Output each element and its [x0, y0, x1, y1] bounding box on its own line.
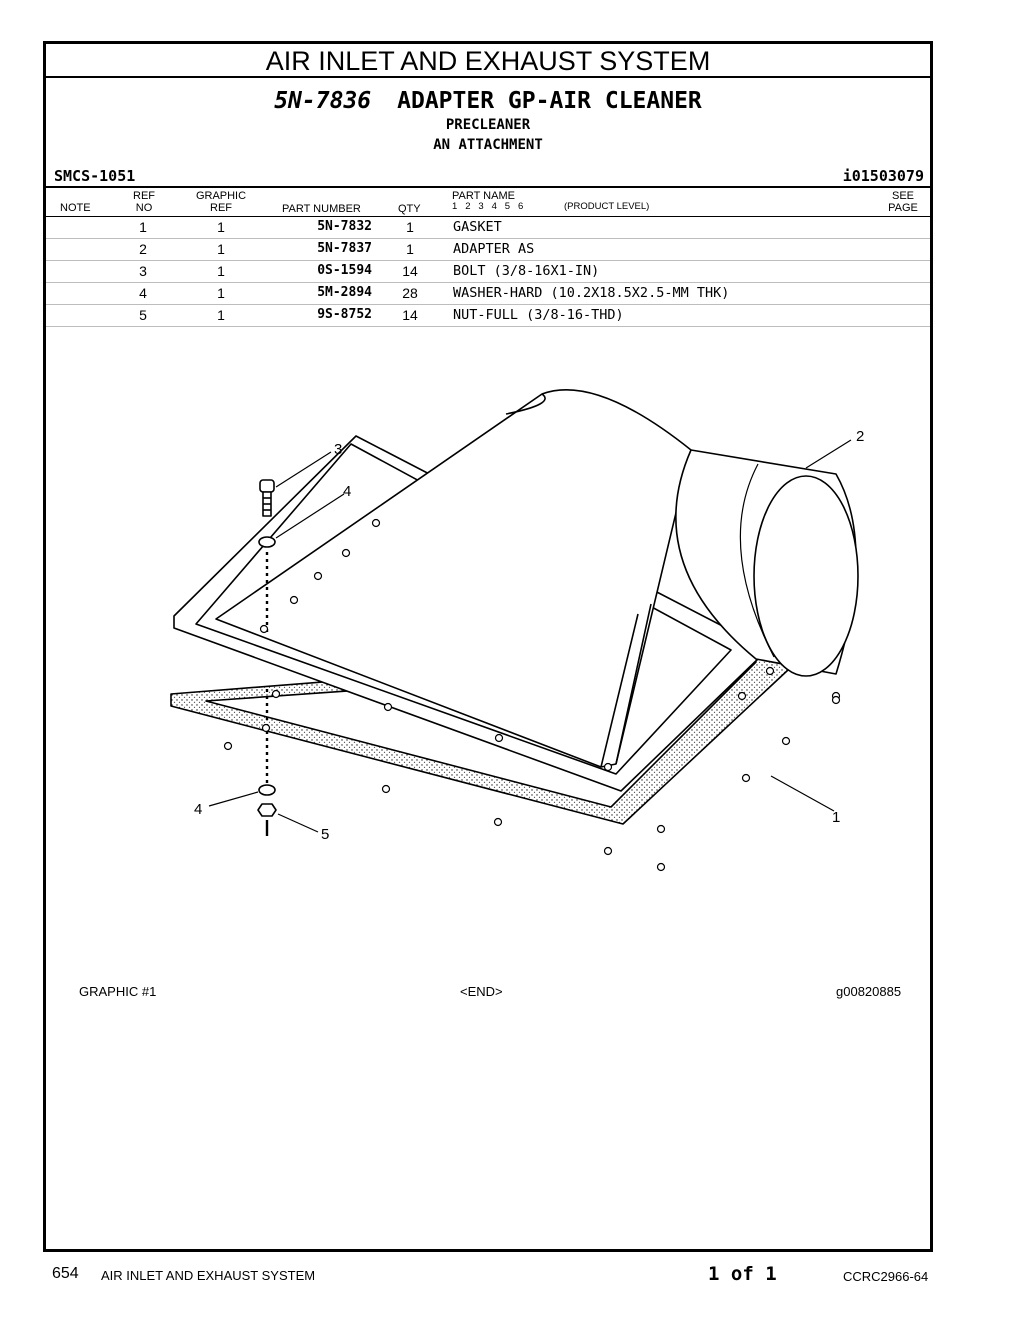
qty: 1 [406, 219, 414, 235]
page-number: 654 [52, 1265, 79, 1282]
graphic-ref: 1 [217, 263, 225, 279]
washer-top [259, 537, 275, 547]
table-row [46, 305, 930, 327]
callout-4-bottom: 4 [194, 801, 203, 818]
table-row [46, 261, 930, 283]
col-qty: QTY [398, 203, 421, 215]
col-see-page [886, 190, 920, 214]
qty: 28 [402, 285, 418, 301]
table-row [46, 239, 930, 261]
table-row [46, 283, 930, 305]
callout-5: 5 [321, 826, 330, 843]
adapter-outlet-opening [754, 476, 858, 676]
graphic-ref: 1 [217, 219, 225, 235]
col-graphic-bottom: REF [210, 202, 232, 214]
col-ref-bottom: NO [135, 202, 153, 214]
part-name: ADAPTER AS [453, 241, 535, 257]
part-number: 5N-7837 [317, 241, 372, 256]
col-graphic-top: GRAPHIC [195, 190, 247, 202]
nut [258, 804, 276, 816]
section-title: AIR INLET AND EXHAUST SYSTEM [46, 44, 930, 78]
col-product-level: (PRODUCT LEVEL) [564, 201, 650, 212]
table-row [46, 216, 930, 239]
part-number: 5M-2894 [317, 285, 372, 300]
part-name: WASHER-HARD (10.2X18.5X2.5-MM THK) [453, 285, 730, 301]
qty: 14 [402, 307, 418, 323]
graphic-id: g00820885 [836, 984, 902, 999]
part-name: GASKET [453, 219, 502, 235]
ref-no: 4 [139, 285, 147, 301]
col-see-bottom: PAGE [888, 202, 918, 214]
col-see-top: SEE [891, 190, 914, 202]
part-name: NUT-FULL (3/8-16-THD) [453, 307, 624, 323]
info-id: i01503079 [842, 167, 924, 185]
group-title [46, 88, 930, 114]
doc-id: CCRC2966-64 [843, 1269, 929, 1284]
col-part-name: PART NAME [452, 190, 515, 202]
end-marker: <END> [460, 984, 503, 999]
group-part-number: 5N-7836 [274, 88, 372, 114]
adapter-hood [216, 390, 691, 767]
smcs-code: SMCS-1051 [54, 167, 136, 185]
col-note: NOTE [60, 202, 91, 214]
washer-bottom [259, 785, 275, 795]
group-name: ADAPTER GP-AIR CLEANER [397, 88, 702, 114]
part-number: 9S-8752 [317, 307, 372, 322]
graphic-ref: 1 [217, 285, 225, 301]
col-graphic-ref [192, 190, 250, 214]
ref-no: 5 [139, 307, 147, 323]
callout-2: 2 [856, 428, 865, 445]
graphic-ref: 1 [217, 307, 225, 323]
col-ref-no [132, 190, 156, 214]
graphic-caption: GRAPHIC #1 [79, 984, 157, 999]
part-name: BOLT (3/8-16X1-IN) [453, 263, 600, 279]
callout-3: 3 [334, 441, 343, 458]
col-levels: 1 2 3 4 5 6 [452, 201, 524, 212]
qty: 14 [402, 263, 418, 279]
ref-no: 1 [139, 219, 147, 235]
qty: 1 [406, 241, 414, 257]
subtitle-precleaner: PRECLEANER [445, 117, 531, 133]
footer-section: AIR INLET AND EXHAUST SYSTEM [101, 1268, 316, 1283]
col-ref-top: REF [133, 190, 155, 202]
callout-1: 1 [832, 809, 841, 826]
ref-no: 2 [139, 241, 147, 257]
col-part-number: PART NUMBER [282, 203, 361, 215]
part-number: 0S-1594 [317, 263, 372, 278]
parts-table [46, 216, 930, 327]
subtitle-attachment: AN ATTACHMENT [433, 137, 543, 153]
callout-4-top: 4 [343, 483, 352, 500]
bolt [260, 480, 274, 516]
page-frame [43, 41, 933, 1252]
exploded-view-drawing [146, 344, 866, 904]
part-number: 5N-7832 [317, 219, 372, 234]
ref-no: 3 [139, 263, 147, 279]
graphic-ref: 1 [217, 241, 225, 257]
page-count: 1 of 1 [708, 1263, 777, 1285]
header-divider [46, 186, 930, 188]
